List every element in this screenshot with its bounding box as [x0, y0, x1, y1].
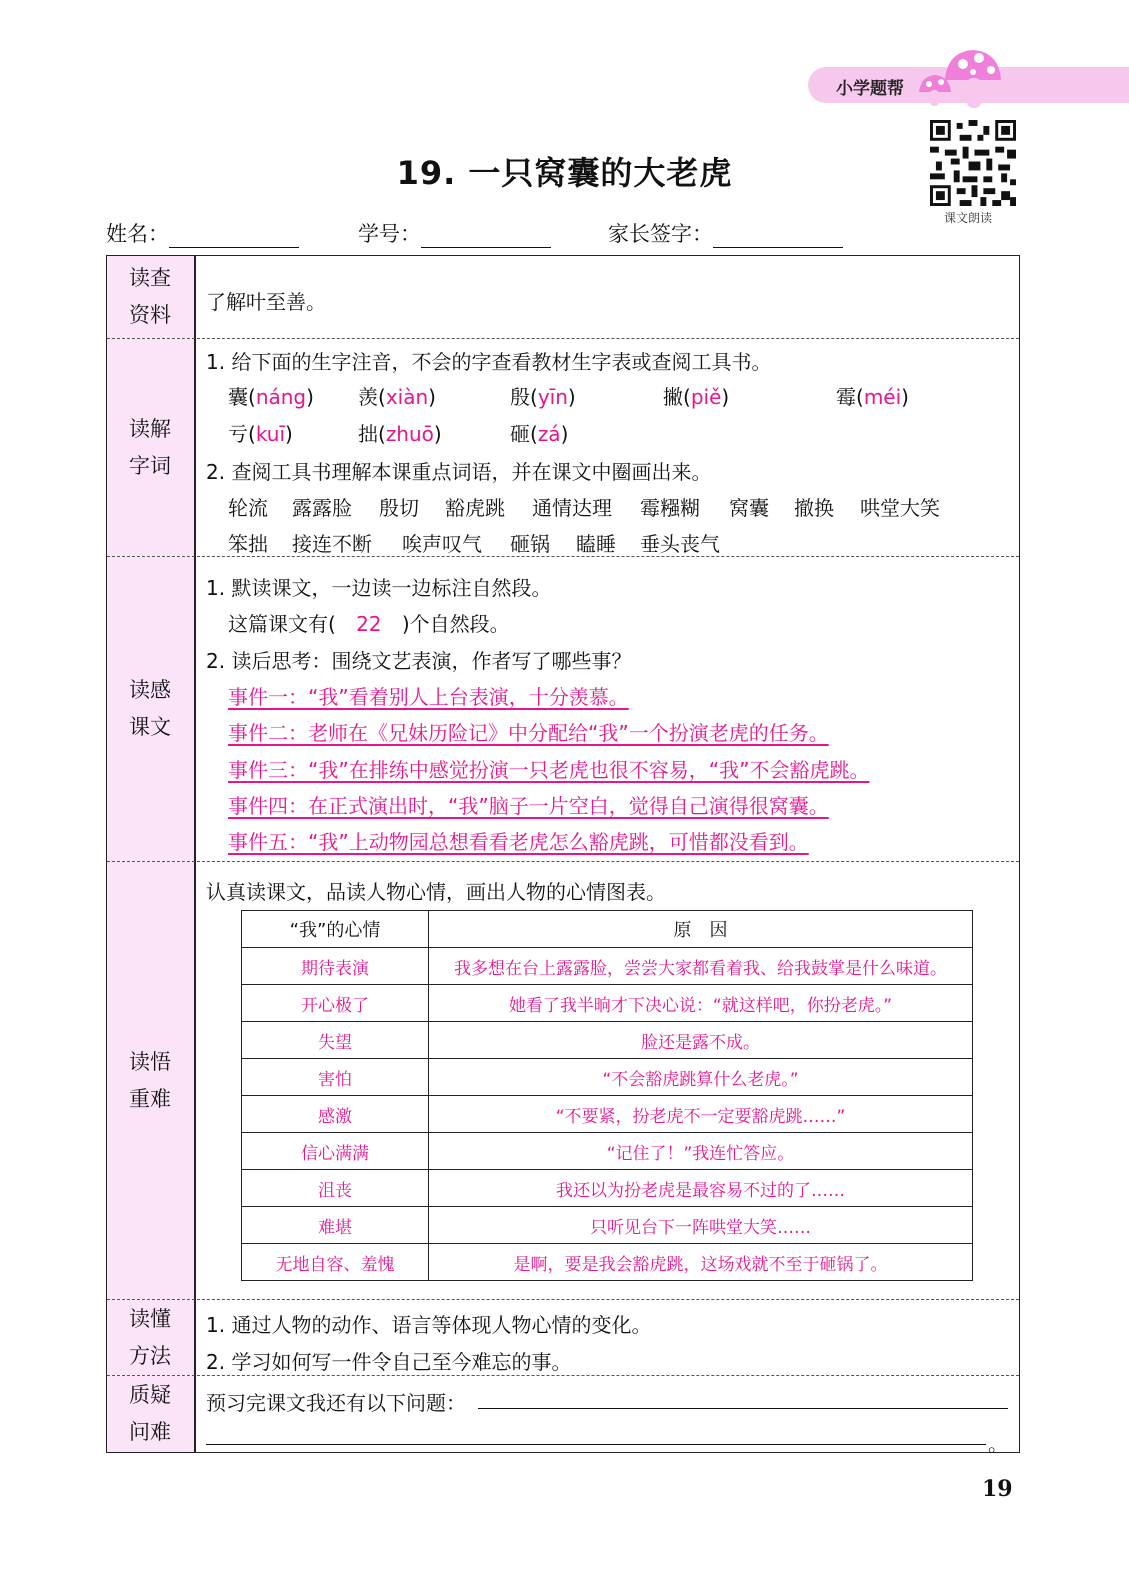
parent-signature-label: 家长签字： — [608, 222, 713, 246]
pinyin-item: 殷(yīn) — [510, 385, 576, 409]
section-label-questions: 质疑 问难 — [106, 1376, 194, 1452]
parent-signature-field[interactable] — [608, 218, 843, 248]
questions-prompt: 预习完课文我还有以下问题： — [206, 1391, 466, 1415]
key-word: 垂头丧气 — [640, 532, 720, 556]
mood-cell: 难堪 — [242, 1207, 429, 1244]
page-number: 19 — [982, 1476, 1013, 1502]
student-id-label: 学号： — [358, 222, 421, 246]
reason-cell: 我还以为扮老虎是最容易不过的了…… — [429, 1170, 973, 1207]
column-header-reason: 原 因 — [429, 911, 973, 948]
reason-cell: “记住了！”我连忙答应。 — [429, 1133, 973, 1170]
key-word: 霉糨糊 — [640, 496, 700, 520]
table-row — [242, 1170, 973, 1207]
vocab-question-2: 2. 查阅工具书理解本课重点词语，并在课文中圈画出来。 — [206, 460, 712, 484]
answer-line[interactable] — [206, 1444, 986, 1445]
reason-cell: 脸还是露不成。 — [429, 1022, 973, 1059]
table-row — [242, 1207, 973, 1244]
event-item: 事件三：“我”在排练中感觉扮演一只老虎也很不容易，“我”不会豁虎跳。 — [228, 758, 870, 782]
table-header-row — [242, 911, 973, 948]
research-text: 了解叶至善。 — [206, 290, 326, 314]
reason-cell: “不会豁虎跳算什么老虎。” — [429, 1059, 973, 1096]
pinyin-item: 囊(náng) — [228, 385, 314, 409]
name-field[interactable] — [106, 218, 299, 248]
mood-cell: 开心极了 — [242, 985, 429, 1022]
section-label-method: 读懂 方法 — [106, 1300, 194, 1375]
section-label-reading: 读感 课文 — [106, 557, 194, 861]
key-word: 笨拙 — [228, 532, 268, 556]
section-label-vocabulary: 读解 字词 — [106, 339, 194, 556]
reason-cell: “不要紧，扮老虎不一定要豁虎跳……” — [429, 1096, 973, 1133]
reason-cell: 她看了我半晌才下决心说：“就这样吧，你扮老虎。” — [429, 985, 973, 1022]
paragraph-count: 这篇课文有( 22 )个自然段。 — [228, 612, 510, 636]
mood-cell: 期待表演 — [242, 948, 429, 985]
qr-caption: 课文朗读 — [944, 211, 993, 225]
key-word: 露露脸 — [292, 496, 352, 520]
key-word: 窝囊 — [729, 496, 769, 520]
pinyin-item: 羡(xiàn) — [358, 385, 436, 409]
event-item: 事件四：在正式演出时，“我”脑子一片空白，觉得自己演得很窝囊。 — [228, 794, 829, 818]
event-item: 事件一：“我”看着别人上台表演，十分羡慕。 — [228, 685, 629, 709]
student-id-blank[interactable] — [421, 225, 551, 248]
table-row — [242, 985, 973, 1022]
key-word: 豁虎跳 — [445, 496, 505, 520]
row-divider — [107, 861, 1019, 862]
event-item: 事件二：老师在《兄妹历险记》中分配给“我”一个扮演老虎的任务。 — [228, 721, 829, 745]
pinyin-item: 砸(zá) — [510, 422, 569, 446]
mood-instruction: 认真读课文，品读人物心情，画出人物的心情图表。 — [206, 880, 666, 904]
column-divider — [194, 256, 196, 1452]
reason-cell: 是啊，要是我会豁虎跳，这场戏就不至于砸锅了。 — [429, 1244, 973, 1281]
reading-question-1: 1. 默读课文，一边读一边标注自然段。 — [206, 576, 552, 600]
student-id-field[interactable] — [358, 218, 551, 248]
end-mark: 。 — [988, 1432, 1008, 1456]
key-word: 轮流 — [228, 496, 268, 520]
pinyin-item: 拙(zhuō) — [358, 422, 442, 446]
key-word: 通情达理 — [532, 496, 612, 520]
key-word: 砸锅 — [510, 532, 550, 556]
column-header-mood: “我”的心情 — [242, 911, 429, 948]
key-word: 哄堂大笑 — [860, 496, 940, 520]
mushroom-icon — [915, 42, 1010, 112]
method-line-2: 2. 学习如何写一件令自己至今难忘的事。 — [206, 1350, 572, 1374]
table-row — [242, 1133, 973, 1170]
section-label-research: 读查 资料 — [106, 256, 194, 338]
table-row — [242, 1244, 973, 1281]
key-word: 瞌睡 — [576, 532, 616, 556]
table-row — [242, 1059, 973, 1096]
key-word: 接连不断 — [292, 532, 372, 556]
row-divider — [107, 1299, 1019, 1300]
row-divider — [107, 1375, 1019, 1376]
name-blank[interactable] — [169, 225, 299, 248]
reason-cell: 我多想在台上露露脸，尝尝大家都看着我、给我鼓掌是什么味道。 — [429, 948, 973, 985]
brand-label: 小学题帮 — [836, 79, 904, 99]
mood-cell: 感激 — [242, 1096, 429, 1133]
table-row — [242, 1022, 973, 1059]
section-label-understanding: 读悟 重难 — [106, 862, 194, 1299]
key-word: 唉声叹气 — [402, 532, 482, 556]
pinyin-item: 霉(méi) — [836, 385, 909, 409]
pinyin-item: 撇(piě) — [663, 385, 730, 409]
mood-table — [241, 910, 973, 1281]
row-divider — [107, 338, 1019, 339]
event-item: 事件五：“我”上动物园总想看看老虎怎么豁虎跳，可惜都没看到。 — [228, 830, 809, 854]
method-line-1: 1. 通过人物的动作、语言等体现人物心情的变化。 — [206, 1313, 652, 1337]
mood-cell: 沮丧 — [242, 1170, 429, 1207]
page-title: 19. 一只窝囊的大老虎 — [396, 154, 733, 192]
reason-cell: 只听见台下一阵哄堂大笑…… — [429, 1207, 973, 1244]
mood-cell: 失望 — [242, 1022, 429, 1059]
key-word: 殷切 — [379, 496, 419, 520]
paragraph-count-answer: 22 — [356, 612, 382, 636]
mood-cell: 害怕 — [242, 1059, 429, 1096]
parent-signature-blank[interactable] — [713, 225, 843, 248]
key-word: 撤换 — [794, 496, 834, 520]
answer-line[interactable] — [478, 1408, 1008, 1409]
reading-question-2: 2. 读后思考：围绕文艺表演，作者写了哪些事？ — [206, 649, 632, 673]
name-label: 姓名： — [106, 222, 169, 246]
pinyin-item: 亏(kuī) — [228, 422, 293, 446]
mood-cell: 无地自容、羞愧 — [242, 1244, 429, 1281]
mood-cell: 信心满满 — [242, 1133, 429, 1170]
table-row — [242, 948, 973, 985]
vocab-question-1: 1. 给下面的生字注音，不会的字查看教材生字表或查阅工具书。 — [206, 350, 772, 374]
table-row — [242, 1096, 973, 1133]
